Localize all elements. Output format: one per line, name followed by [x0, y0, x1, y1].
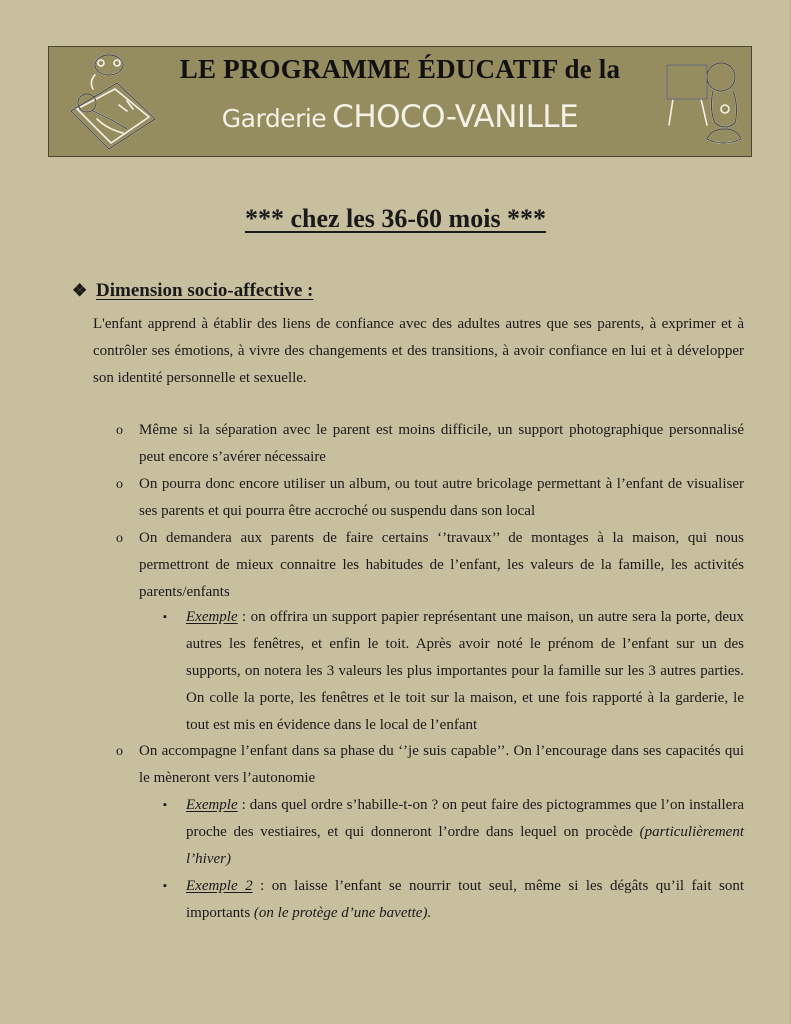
header-subtitle-name: CHOCO-VANILLE	[332, 99, 579, 135]
example-label: Exemple	[186, 797, 238, 813]
diamond-bullet-icon: ❖	[72, 281, 88, 300]
circle-bullet-icon: o	[116, 531, 123, 546]
sub-list-item	[186, 604, 744, 739]
section-title	[0, 204, 791, 234]
list-item: Même si la séparation avec le parent est moins difficile, un support photographique personnalisé peut encore s’avérer nécessaire	[139, 422, 744, 465]
dimension-label: Dimension socio-affective :	[96, 280, 314, 301]
example-label: Exemple	[186, 609, 238, 625]
list-item: On accompagne l’enfant dans sa phase du ‘’je suis capable’’. On l’encourage dans ses capacités qui le mèneront vers l’autonomie	[139, 743, 744, 786]
header-subtitle-garderie: Garderie	[221, 104, 327, 133]
example-note: (on le protège d’une bavette).	[253, 905, 432, 921]
example-note: (particulièrement l’hiver)	[186, 824, 744, 867]
example-text: : on laisse l’enfant se nourrir tout seul, même si les dégâts qu’il fait sont importants	[186, 878, 744, 921]
list-item: On demandera aux parents de faire certains ‘’travaux’’ de montages à la maison, qui nous permettront de mieux connaitre les habitudes de l’enfant, les valeurs de la famille, les activités parents/enfants	[139, 530, 744, 600]
header-subtitle	[49, 99, 751, 135]
sub-list-item	[186, 792, 744, 873]
intro-paragraph: L'enfant apprend à établir des liens de confiance avec des adultes autres que ses parents, à exprimer et à contrôler ses émotions, à vivre des changements et des transitions, à avoir confiance en lui et à développer son identité personnelle et sexuelle.	[93, 316, 744, 386]
square-bullet-icon: ▪	[163, 880, 167, 892]
header-banner	[48, 46, 752, 157]
example-label: Exemple 2	[186, 878, 253, 894]
circle-bullet-icon: o	[116, 744, 123, 759]
dimension-heading	[72, 280, 313, 302]
square-bullet-icon: ▪	[163, 611, 167, 623]
section-title-text: *** chez les 36-60 mois ***	[244, 204, 547, 233]
example-text: : on offrira un support papier représentant une maison, un autre sera la porte, deux autres les fenêtres, et enfin le toit. Après avoir noté le prénom de l’enfant sur un des supports, on notera les 3 valeurs les plus importantes pour la famille sur les 3 autres parties. On colle la porte, les fenêtres et le toit sur la maison, et une fois rapporté à la garderie, le tout est mis en évidence dans le local de l’enfant	[186, 609, 744, 733]
square-bullet-icon: ▪	[163, 799, 167, 811]
list-item: On pourra donc encore utiliser un album, ou tout autre bricolage permettant à l’enfant de visualiser ses parents et qui pourra être accroché ou suspendu dans son local	[139, 476, 744, 519]
circle-bullet-icon: o	[116, 477, 123, 492]
sub-list-item	[186, 873, 744, 927]
circle-bullet-icon: o	[116, 423, 123, 438]
example-text: : dans quel ordre s’habille-t-on ? on peut faire des pictogrammes que l’on installera proche des vestiaires, et qui donneront l’ordre dans lequel on procède	[186, 797, 744, 840]
child-painting-doodle-icon	[663, 51, 745, 151]
header-title: LE PROGRAMME ÉDUCATIF de la	[179, 54, 621, 84]
